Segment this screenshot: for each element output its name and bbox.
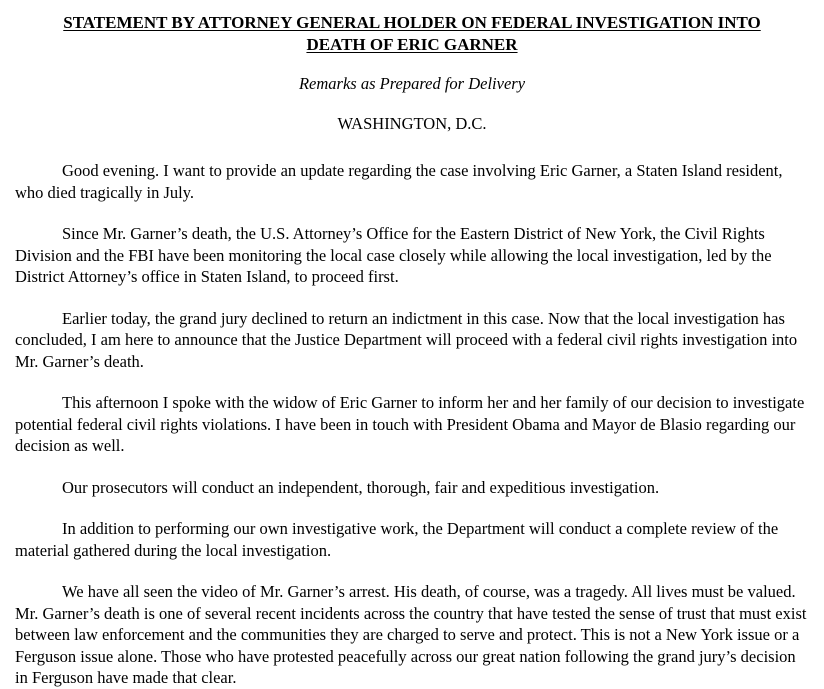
statement-title-line-1: STATEMENT BY ATTORNEY GENERAL HOLDER ON FEDERAL INVESTIGATION INTO xyxy=(63,13,761,32)
paragraph-3: Earlier today, the grand jury declined to return an indictment in this case. Now that the local investigation has concluded, I am here to announce that the Justice Department will proceed with a federal civil rights investigation into Mr. Garner’s death. xyxy=(15,308,798,371)
paragraph-2: Since Mr. Garner’s death, the U.S. Attorney’s Office for the Eastern District of New York, the Civil Rights Division and the FBI have been monitoring the local case closely while allowing the local investigation, led by the District Attorney’s office in Staten Island, to proceed first. xyxy=(15,224,772,286)
paragraph-4: This afternoon I spoke with the widow of Eric Garner to inform her and her family of our decision to investigate potential federal civil rights violations. I have been in touch with President Obama and Mayor de Blasio regarding our decision as well. xyxy=(15,393,805,455)
paragraph-7: We have all seen the video of Mr. Garner’s arrest. His death, of course, was a tragedy. All lives must be valued. Mr. Garner’s death is one of several recent incidents across the country that have tested the sense of trust that must exist between law enforcement and the communities they are charged to serve and protect. This is not a New York issue or a Ferguson issue alone. Those who have protested peacefully across our great nation following the grand jury’s decision in Ferguson have made that clear. xyxy=(15,582,807,687)
paragraph-1: Good evening. I want to provide an update regarding the case involving Eric Garner, a Staten Island resident, who died tragically in July. xyxy=(15,161,783,202)
remarks-subtitle: Remarks as Prepared for Delivery xyxy=(298,74,526,93)
paragraph-5: Our prosecutors will conduct an independent, thorough, fair and expeditious investigation. xyxy=(62,477,660,497)
statement-title-line-2: DEATH OF ERIC GARNER xyxy=(306,35,518,54)
paragraph-6: In addition to performing our own investigative work, the Department will conduct a complete review of the material gathered during the local investigation. xyxy=(15,519,779,560)
statement-title xyxy=(15,12,809,56)
dateline: WASHINGTON, D.C. xyxy=(337,114,487,133)
